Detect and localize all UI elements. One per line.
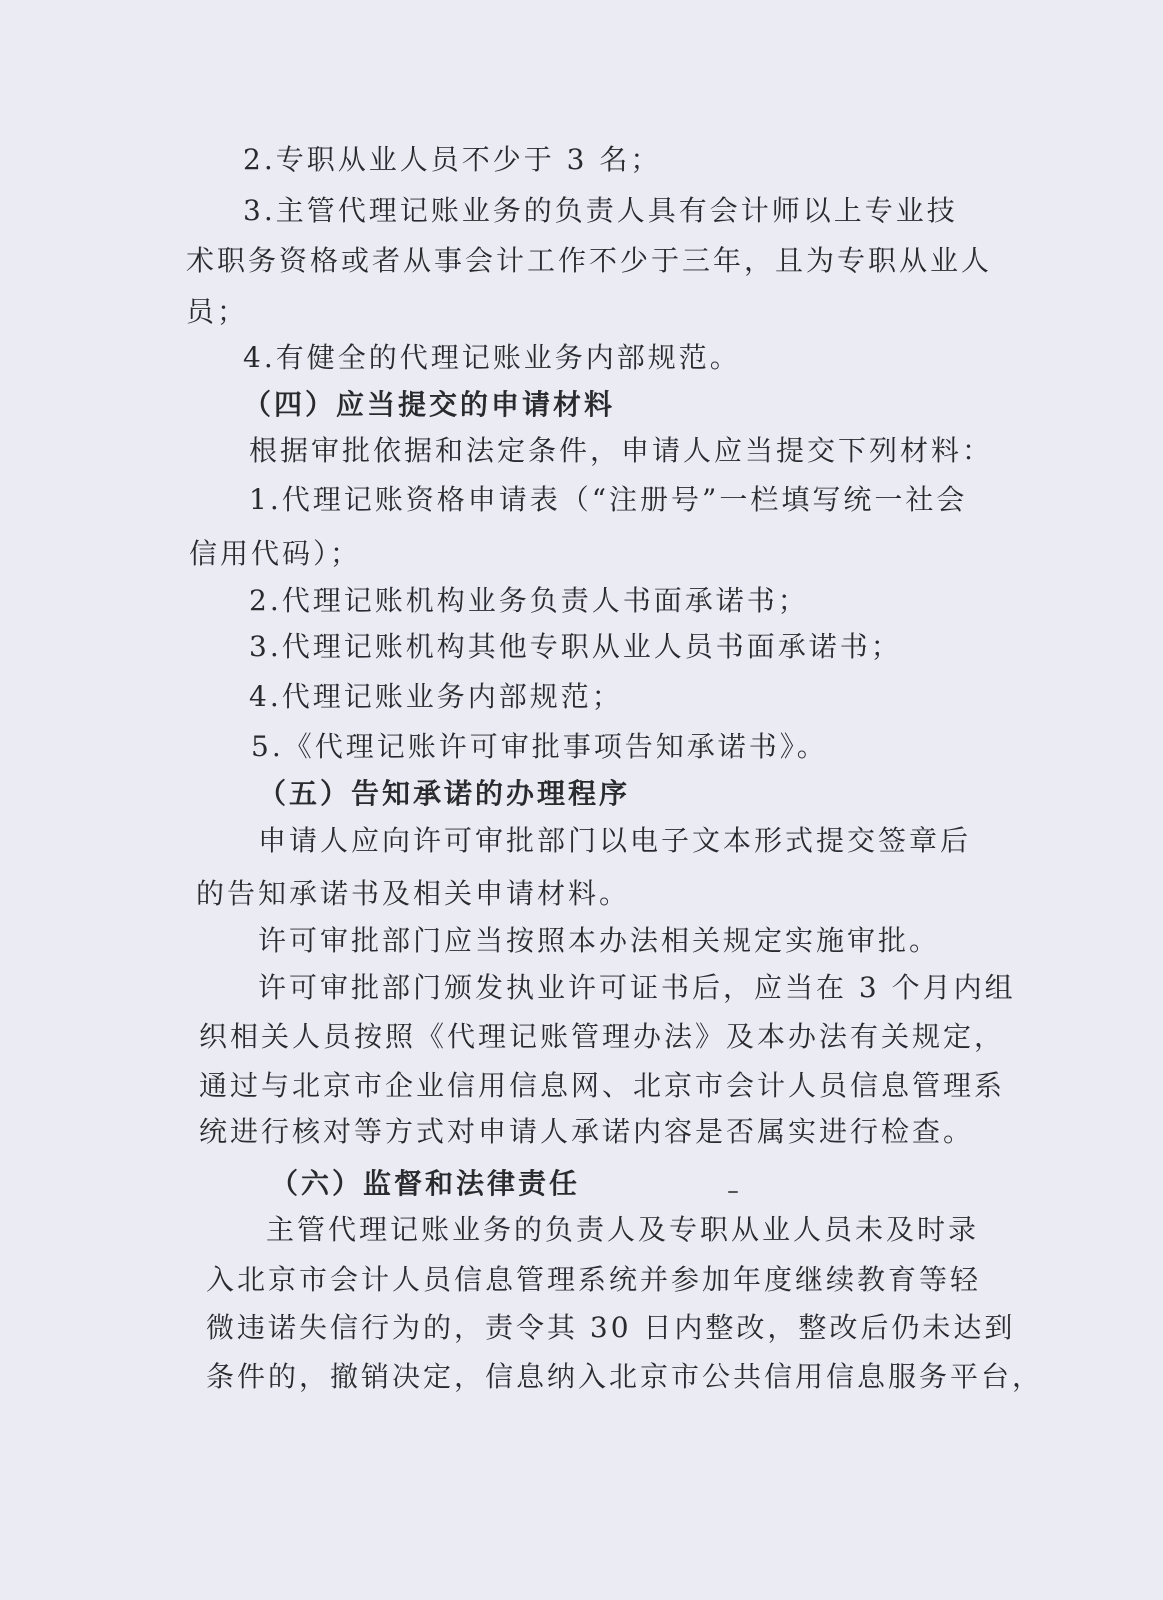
section-heading-6: （六）监督和法律责任 xyxy=(270,1167,581,1200)
material-item-5: 5.《代理记账许可审批事项告知承诺书》。 xyxy=(251,730,828,763)
paragraph: 许可审批部门应当按照本办法相关规定实施审批。 xyxy=(258,924,941,957)
paragraph-continued: 通过与北京市企业信用信息网、北京市会计人员信息管理系 xyxy=(199,1069,1006,1102)
paragraph-continued: 统进行核对等方式对申请人承诺内容是否属实进行检查。 xyxy=(199,1115,975,1148)
section-heading-5: （五）告知承诺的办理程序 xyxy=(258,777,631,810)
section-heading-4: （四）应当提交的申请材料 xyxy=(243,388,616,421)
material-item-1-continued: 信用代码）； xyxy=(189,537,362,570)
list-item-4: 4.有健全的代理记账业务内部规范。 xyxy=(243,341,741,374)
material-item-3: 3.代理记账机构其他专职从业人员书面承诺书； xyxy=(249,630,902,663)
list-item-3-end: 员； xyxy=(186,295,249,328)
list-item-3: 3.主管代理记账业务的负责人具有会计师以上专业技 xyxy=(243,194,958,227)
paragraph-continued: 入北京市会计人员信息管理系统并参加年度继续教育等轻 xyxy=(206,1263,982,1296)
paragraph-continued: 的告知承诺书及相关申请材料。 xyxy=(196,877,631,910)
paragraph: 主管代理记账业务的负责人及专职从业人员未及时录 xyxy=(266,1213,980,1246)
list-item-2: 2.专职从业人员不少于 3 名； xyxy=(243,143,662,176)
paragraph-continued: 条件的，撤销决定，信息纳入北京市公共信用信息服务平台， xyxy=(206,1360,1044,1393)
paragraph: 许可审批部门颁发执业许可证书后，应当在 3 个月内组 xyxy=(258,971,1016,1004)
list-item-3-continued: 术职务资格或者从事会计工作不少于三年，且为专职从业人 xyxy=(186,244,993,277)
material-item-4: 4.代理记账业务内部规范； xyxy=(249,680,623,713)
paragraph: 根据审批依据和法定条件，申请人应当提交下列材料： xyxy=(249,434,994,467)
material-item-2: 2.代理记账机构业务负责人书面承诺书； xyxy=(249,584,809,617)
paragraph-continued: 织相关人员按照《代理记账管理办法》及本办法有关规定， xyxy=(199,1020,1006,1053)
paragraph: 申请人应向许可审批部门以电子文本形式提交签章后 xyxy=(258,824,972,857)
scan-speck xyxy=(728,1191,738,1193)
material-item-1: 1.代理记账资格申请表（“注册号”一栏填写统一社会 xyxy=(249,483,968,516)
paragraph-continued: 微违诺失信行为的，责令其 30 日内整改，整改后仍未达到 xyxy=(206,1311,1016,1344)
